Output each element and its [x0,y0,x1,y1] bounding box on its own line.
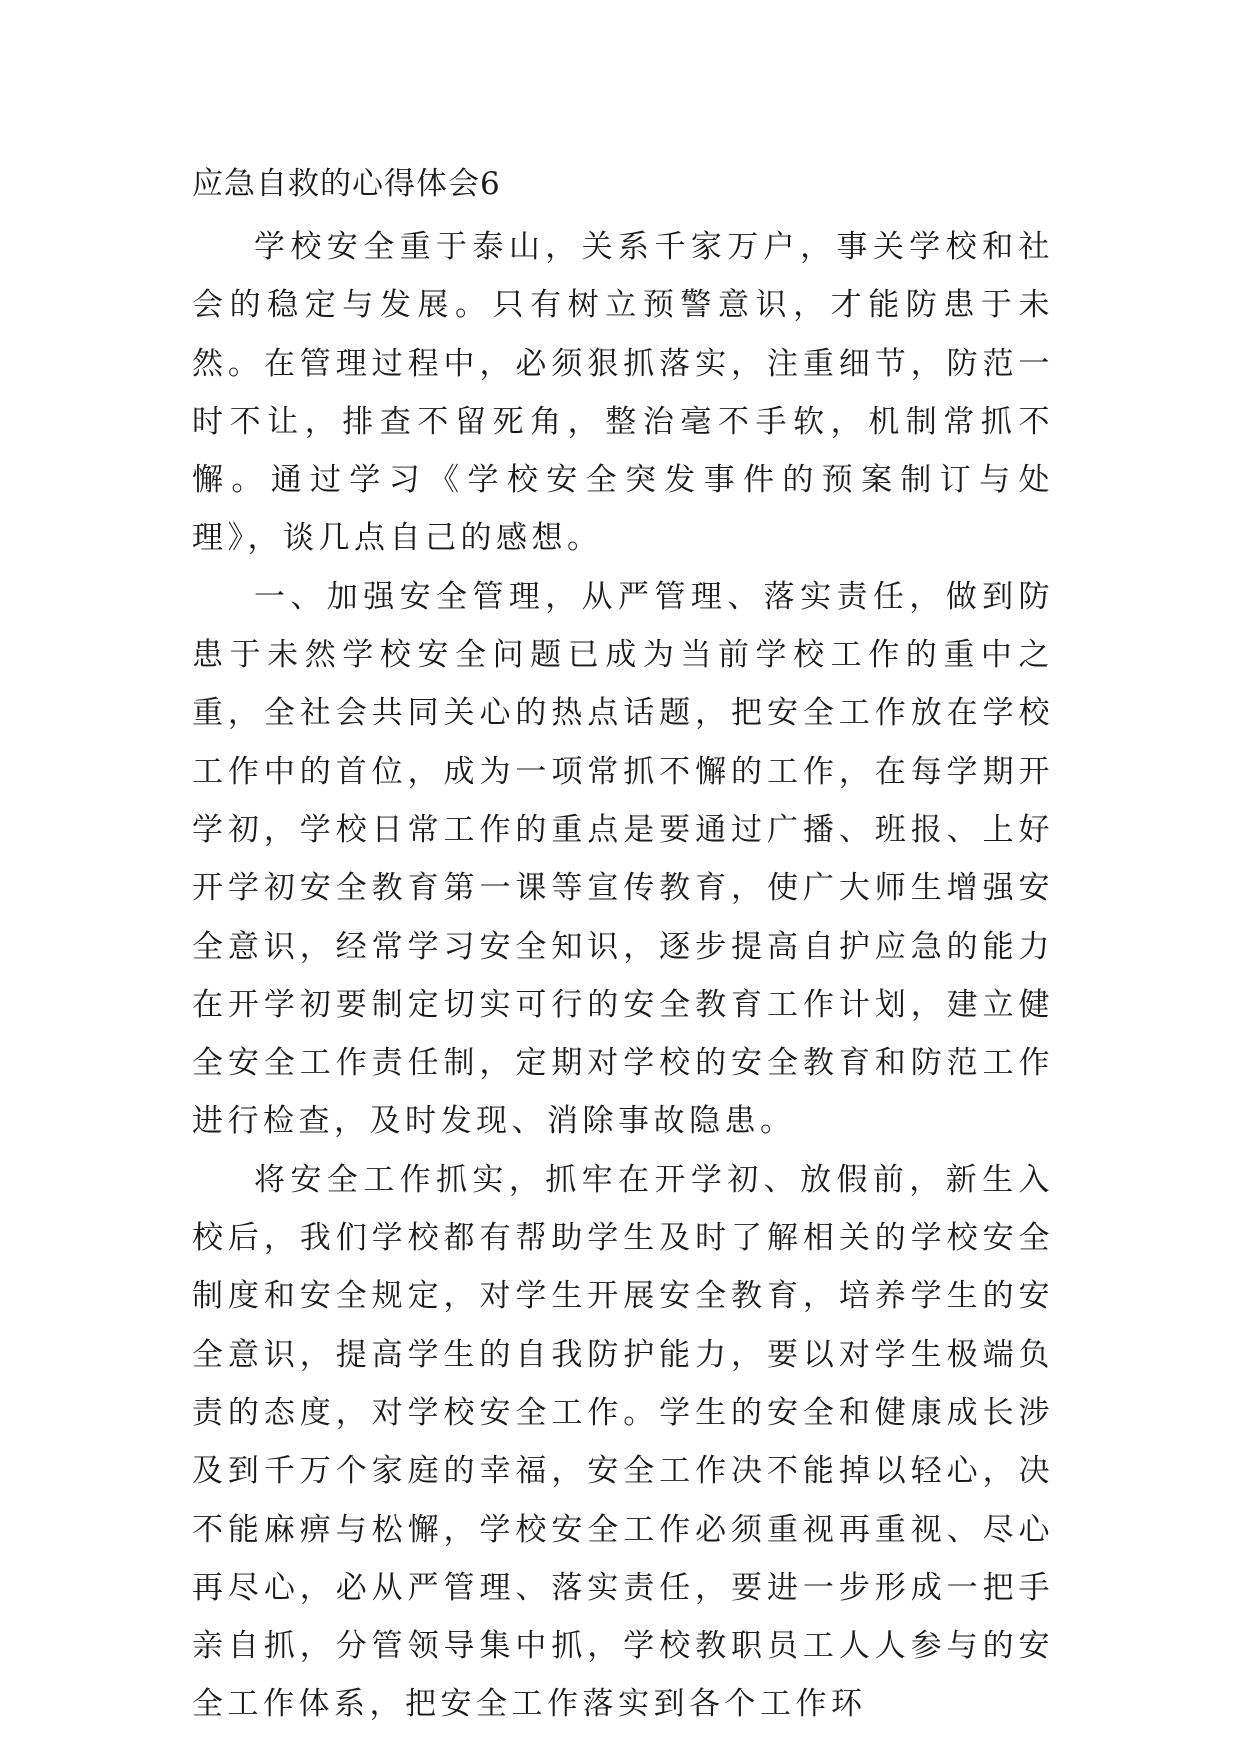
document-title: 应急自救的心得体会6 [192,166,501,202]
document-body [192,162,1054,1734]
paragraph-1: 学校安全重于泰山，关系千家万户，事关学校和社会的稳定与发展。只有树立预警意识，才能防患于未然。在管理过程中，必须狠抓落实，注重细节，防范一时不让，排查不留死角，整治毫不手软，机制常抓不懈。通过学习《学校安全突发事件的预案制订与处理》，谈几点自己的感想。 [192,229,1054,557]
paragraph-3: 将安全工作抓实，抓牢在开学初、放假前，新生入校后，我们学校都有帮助学生及时了解相关的学校安全制度和安全规定，对学生开展安全教育，培养学生的安全意识，提高学生的自我防护能力，要以对学生极端负责的态度，对学校安全工作。学生的安全和健康成长涉及到千万个家庭的幸福，安全工作决不能掉以轻心，决不能麻痹与松懈，学校安全工作必须重视再重视、尽心再尽心，必从严管理、落实责任，要进一步形成一把手亲自抓，分管领导集中抓，学校教职员工人人参与的安全工作体系，把安全工作落实到各个工作环 [192,1161,1054,1723]
paragraph-2: 一、加强安全管理，从严管理、落实责任，做到防患于未然学校安全问题已成为当前学校工作的重中之重，全社会共同关心的热点话题，把安全工作放在学校工作中的首位，成为一项常抓不懈的工作，在每学期开学初，学校日常工作的重点是要通过广播、班报、上好开学初安全教育第一课等宣传教育，使广大师生增强安全意识，经常学习安全知识，逐步提高自护应急的能力在开学初要制定切实可行的安全教育工作计划，建立健全安全工作责任制，定期对学校的安全教育和防范工作进行检查，及时发现、消除事故隐患。 [192,578,1054,1140]
